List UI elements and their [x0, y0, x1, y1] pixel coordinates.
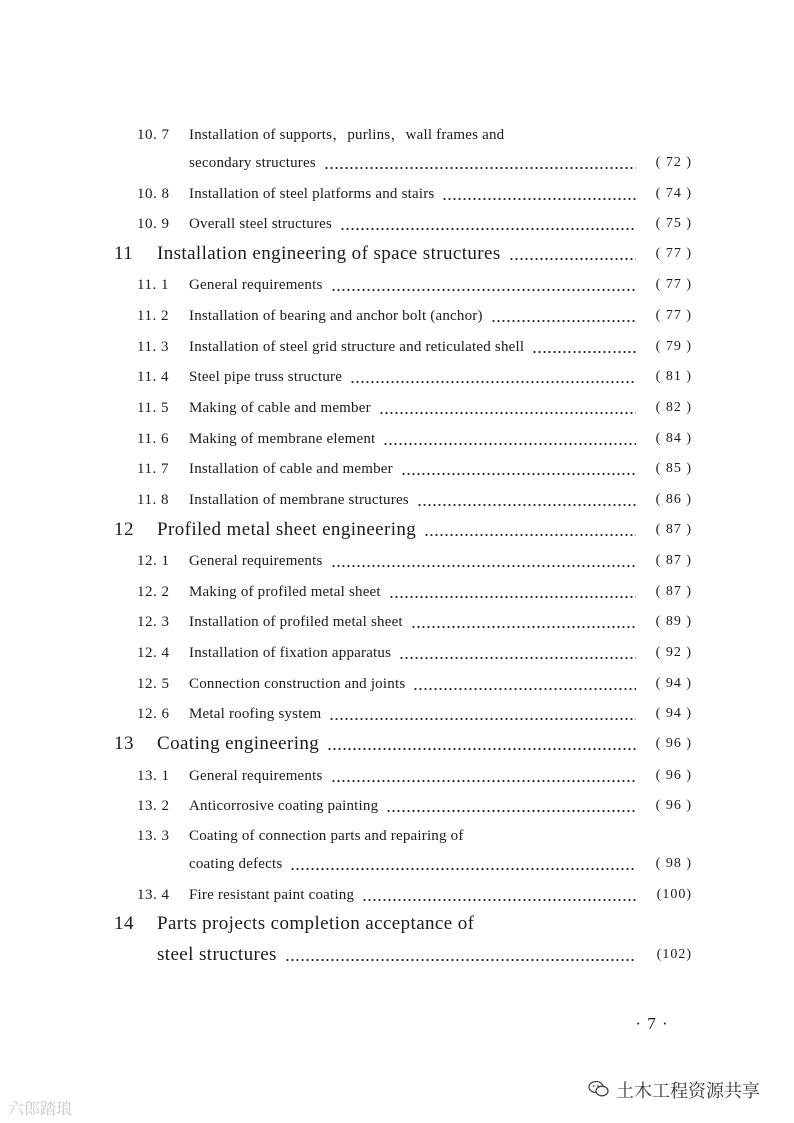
toc-entry — [0, 120, 794, 150]
toc-entry-page: ( 89 ) — [655, 614, 692, 629]
dot-leader — [383, 424, 636, 454]
toc-entry-number: 12. 5 — [137, 676, 170, 692]
toc-entry-title: coating defects — [189, 856, 283, 872]
toc-entry-number: 11 — [114, 243, 134, 264]
dot-leader — [327, 729, 636, 759]
toc-entry-page: ( 92 ) — [655, 645, 692, 660]
toc-entry — [0, 209, 794, 239]
toc-entry-number: 11. 1 — [137, 277, 169, 293]
toc-entry — [0, 148, 794, 178]
toc-entry — [0, 393, 794, 423]
toc-entry-number: 12 — [114, 519, 134, 540]
toc-entry — [0, 485, 794, 515]
toc-entry-title: Installation of bearing and anchor bolt (anchor) — [189, 308, 483, 324]
toc-entry-page: ( 81 ) — [655, 369, 692, 384]
toc-entry-page: ( 87 ) — [655, 553, 692, 568]
toc-entry-number: 12. 3 — [137, 614, 170, 630]
toc-entry-page: ( 84 ) — [655, 431, 692, 446]
toc-entry — [0, 332, 794, 362]
toc-entry-number: 10. 9 — [137, 216, 170, 232]
dot-leader — [340, 209, 636, 239]
toc-entry — [0, 849, 794, 879]
toc-entry-title: secondary structures — [189, 155, 316, 171]
toc-entry-number: 12. 2 — [137, 584, 170, 600]
dot-leader — [285, 940, 636, 970]
dot-leader — [379, 393, 636, 423]
dot-leader — [417, 485, 636, 515]
toc-entry-page: ( 82 ) — [655, 400, 692, 415]
toc-entry-number: 13. 3 — [137, 828, 170, 844]
dot-leader — [386, 791, 636, 821]
toc-entry — [0, 424, 794, 454]
toc-entry-title: steel structures — [157, 944, 277, 965]
wechat-icon — [588, 1080, 610, 1098]
toc-entry — [0, 362, 794, 392]
toc-entry-title: Connection construction and joints — [189, 676, 406, 692]
toc-entry-title: Coating of connection parts and repairing of — [189, 828, 464, 844]
dot-leader — [399, 638, 636, 668]
toc-entry-title: Making of cable and member — [189, 400, 371, 416]
toc-entry-page: ( 77 ) — [655, 308, 692, 323]
dot-leader — [329, 699, 636, 729]
dot-leader — [442, 179, 636, 209]
toc-entry-page: ( 79 ) — [655, 339, 692, 354]
toc-entry — [0, 239, 794, 269]
dot-leader — [424, 515, 636, 545]
toc-entry-title: Installation of steel platforms and stairs — [189, 186, 435, 202]
toc-entry-page: ( 94 ) — [655, 706, 692, 721]
dot-leader — [413, 669, 636, 699]
toc-entry — [0, 669, 794, 699]
toc-entry-title: Overall steel structures — [189, 216, 333, 232]
toc-entry-page: (102) — [656, 947, 692, 962]
toc-entry-page: ( 85 ) — [655, 461, 692, 476]
toc-entry-title: Fire resistant paint coating — [189, 887, 355, 903]
toc-entry-number: 11. 6 — [137, 431, 169, 447]
toc-entry-title: Profiled metal sheet engineering — [157, 519, 417, 540]
toc-entry-title: Installation of membrane structures — [189, 492, 409, 508]
toc-entry-number: 10. 8 — [137, 186, 170, 202]
toc-entry-number: 14 — [114, 913, 134, 934]
watermark-source-label: 土木工程资源共享 — [616, 1081, 760, 1102]
toc-entry-page: ( 75 ) — [655, 216, 692, 231]
toc-entry-title: General requirements — [189, 553, 323, 569]
toc-entry — [0, 577, 794, 607]
toc-entry — [0, 454, 794, 484]
dot-leader — [389, 577, 636, 607]
dot-leader — [509, 239, 636, 269]
dot-leader — [350, 362, 636, 392]
toc-entry-title: Making of profiled metal sheet — [189, 584, 381, 600]
dot-leader — [331, 761, 636, 791]
toc-entry-page: ( 96 ) — [655, 768, 692, 783]
toc-entry — [0, 546, 794, 576]
toc-entry — [0, 729, 794, 759]
toc-entry-number: 11. 2 — [137, 308, 169, 324]
dot-leader — [401, 454, 636, 484]
toc-entry-number: 12. 6 — [137, 706, 170, 722]
toc-entry — [0, 761, 794, 791]
toc-entry-number: 13. 2 — [137, 798, 170, 814]
toc-entry-page: ( 77 ) — [655, 246, 692, 261]
toc-entry — [0, 909, 794, 939]
dot-leader — [290, 849, 636, 879]
toc-entry-page: ( 98 ) — [655, 856, 692, 871]
toc-entry-number: 11. 8 — [137, 492, 169, 508]
toc-entry — [0, 880, 794, 910]
toc-entry-page: ( 72 ) — [655, 155, 692, 170]
toc-entry-page: ( 96 ) — [655, 736, 692, 751]
toc-entry-page: ( 96 ) — [655, 798, 692, 813]
toc-entry-page: ( 87 ) — [655, 522, 692, 537]
toc-entry-number: 13. 1 — [137, 768, 170, 784]
toc-entry-page: ( 94 ) — [655, 676, 692, 691]
toc-entry — [0, 179, 794, 209]
page-folio: · 7 · — [635, 1014, 669, 1033]
dot-leader — [491, 301, 636, 331]
toc-entry-number: 13 — [114, 733, 134, 754]
toc-entry-title: Anticorrosive coating painting — [189, 798, 379, 814]
toc-entry-title: General requirements — [189, 768, 323, 784]
toc-entry-page: ( 87 ) — [655, 584, 692, 599]
dot-leader — [331, 270, 636, 300]
toc-entry — [0, 791, 794, 821]
toc-entry-number: 11. 5 — [137, 400, 169, 416]
dot-leader — [324, 148, 636, 178]
toc-entry-page: ( 74 ) — [655, 186, 692, 201]
toc-entry-title: Steel pipe truss structure — [189, 369, 343, 385]
toc-entry-title: Parts projects completion acceptance of — [157, 913, 475, 934]
toc-entry-title: Installation of steel grid structure and reticulated shell — [189, 339, 525, 355]
dot-leader — [331, 546, 636, 576]
toc-entry — [0, 607, 794, 637]
toc-entry-title: Metal roofing system — [189, 706, 322, 722]
dot-leader — [362, 880, 636, 910]
toc-entry — [0, 821, 794, 851]
toc-entry-title: Installation of profiled metal sheet — [189, 614, 403, 630]
toc-entry-number: 11. 7 — [137, 461, 169, 477]
toc-entry — [0, 515, 794, 545]
toc-entry — [0, 638, 794, 668]
toc-entry-title: General requirements — [189, 277, 323, 293]
toc-entry-title: Making of membrane element — [189, 431, 376, 447]
toc-entry-title: Installation of supports，purlins，wall frames and — [189, 127, 505, 143]
toc-entry-number: 10. 7 — [137, 127, 170, 143]
toc-entry-title: Installation engineering of space structures — [157, 243, 501, 264]
toc-entry-number: 11. 3 — [137, 339, 169, 355]
toc-entry-number: 11. 4 — [137, 369, 169, 385]
toc-entry-title: Coating engineering — [157, 733, 320, 754]
toc-entry-page: (100) — [656, 887, 692, 902]
toc-entry — [0, 699, 794, 729]
dot-leader — [411, 607, 636, 637]
toc-entry-number: 12. 4 — [137, 645, 170, 661]
toc-entry-number: 13. 4 — [137, 887, 170, 903]
toc-entry-title: Installation of cable and member — [189, 461, 393, 477]
toc-entry — [0, 270, 794, 300]
toc-entry — [0, 301, 794, 331]
toc-entry-number: 12. 1 — [137, 553, 170, 569]
toc-entry-page: ( 86 ) — [655, 492, 692, 507]
toc-entry — [0, 940, 794, 970]
toc-entry-title: Installation of fixation apparatus — [189, 645, 392, 661]
watermark-left-label: 六郎踏琅 — [8, 1099, 73, 1118]
dot-leader — [532, 332, 636, 362]
toc-entry-page: ( 77 ) — [655, 277, 692, 292]
